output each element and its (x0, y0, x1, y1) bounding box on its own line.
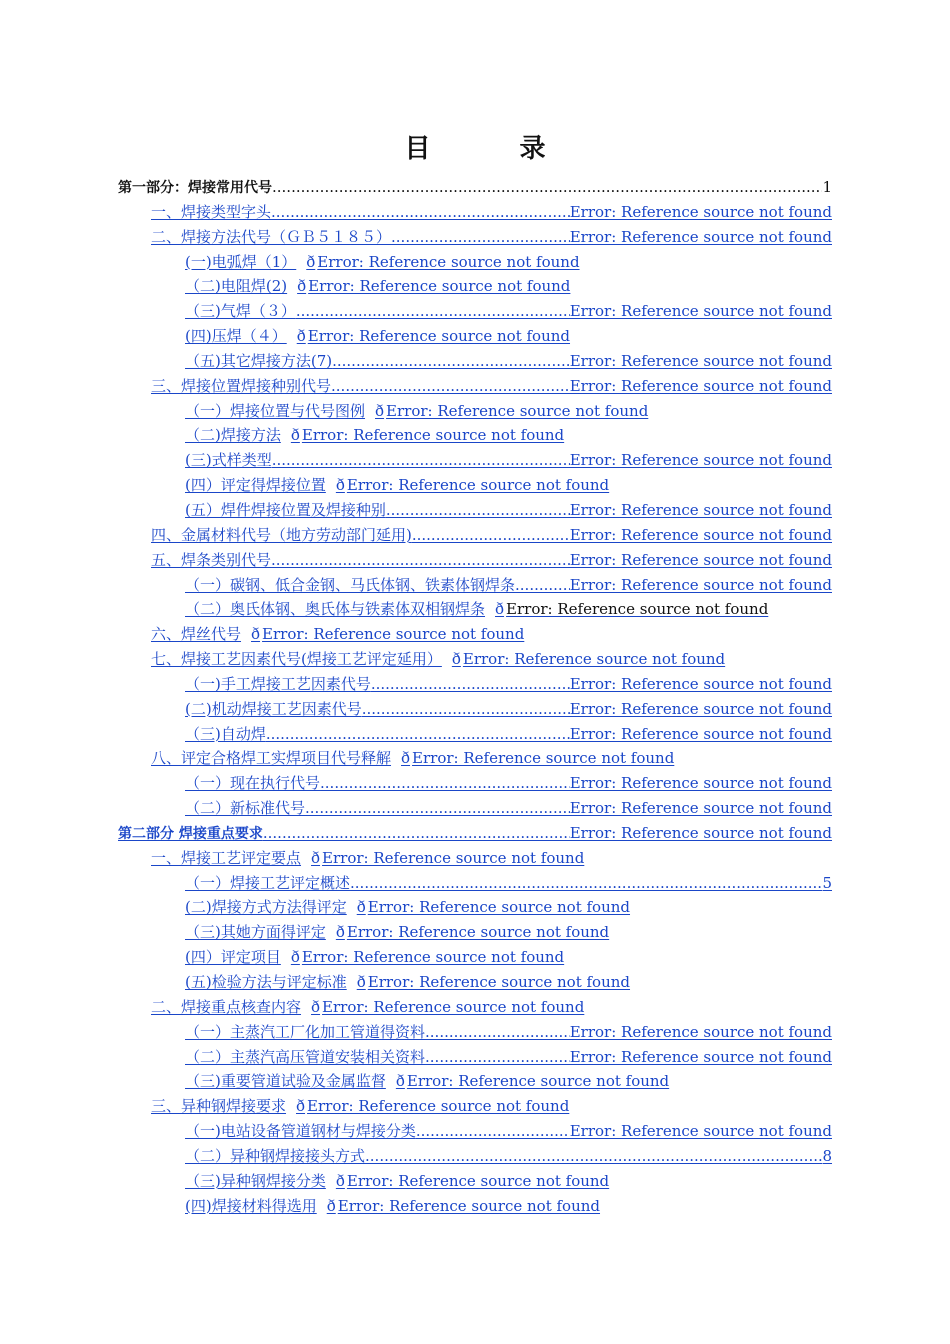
toc-entry[interactable] (0, 1045, 950, 1070)
toc-leader-dots (365, 1144, 822, 1169)
toc-page-number: Error: Reference source not found (569, 550, 832, 569)
toc-entry-link[interactable] (185, 349, 832, 374)
toc-entry-link[interactable] (185, 672, 832, 697)
toc-leader-dots (515, 573, 570, 598)
toc-entry-link[interactable] (151, 746, 674, 771)
toc-entry-link[interactable] (185, 573, 832, 598)
toc-entry-link[interactable] (185, 1119, 832, 1144)
toc-entry-link[interactable] (151, 995, 584, 1020)
toc-entry[interactable] (0, 250, 950, 275)
toc-separator: ð (297, 277, 307, 296)
toc-entry[interactable] (0, 1194, 950, 1219)
toc-page-number: Error: Reference source not found (307, 327, 571, 346)
toc-entry[interactable] (0, 523, 950, 548)
toc-entry[interactable] (0, 1119, 950, 1144)
toc-entry-label: （二）奥氏体钢、奥氏体与铁素体双相钢焊条 (185, 600, 486, 619)
toc-entry-label: 七、焊接工艺因素代号(焊接工艺评定延用） (151, 650, 442, 669)
toc-entry-link[interactable] (185, 423, 564, 448)
toc-entry[interactable] (0, 871, 950, 896)
toc-entry-label: （一）主蒸汽工厂化加工管道得资料 (185, 1022, 426, 1041)
toc-entry-label: 八、评定合格焊工实焊项目代号释解 (151, 749, 392, 768)
toc-title: 目 录 (404, 134, 586, 164)
toc-entry-link[interactable] (185, 895, 630, 920)
toc-entry-label: (四)焊接材料得选用 (185, 1196, 317, 1215)
toc-entry[interactable] (0, 771, 950, 796)
toc-entry[interactable] (0, 920, 950, 945)
toc-page-number: Error: Reference source not found (569, 699, 832, 718)
toc-page-number: Error: Reference source not found (569, 376, 832, 395)
toc-entry[interactable] (0, 548, 950, 573)
toc-entry[interactable] (0, 970, 950, 995)
toc-entry[interactable] (0, 498, 950, 523)
toc-page-number: Error: Reference source not found (301, 948, 565, 967)
toc-entry-label: （一)手工焊接工艺因素代号 (185, 674, 371, 693)
toc-page-number: Error: Reference source not found (569, 351, 832, 370)
toc-page-number: Error: Reference source not found (569, 302, 832, 321)
toc-entry-label: 四、金属材料代号（地方劳动部门延用) (151, 525, 412, 544)
toc-entry-label: （一)电站设备管道钢材与焊接分类 (185, 1122, 416, 1141)
toc-entry-label: (二)机动焊接工艺因素代号 (185, 699, 362, 718)
toc-entry-label: (二)焊接方式方法得评定 (185, 898, 347, 917)
toc-entry[interactable] (0, 995, 950, 1020)
toc-entry[interactable] (0, 672, 950, 697)
toc-entry-label: (五)检验方法与评定标准 (185, 973, 347, 991)
toc-leader-dots (425, 1045, 570, 1070)
toc-entry[interactable] (0, 796, 950, 821)
toc-page-number: Error: Reference source not found (367, 898, 631, 917)
toc-entry-link[interactable] (185, 498, 832, 523)
toc-entry-label: (四）评定得焊接位置 (185, 476, 326, 495)
toc-entry-link[interactable] (151, 1094, 569, 1119)
toc-entry[interactable] (0, 1144, 950, 1169)
toc-page-number: Error: Reference source not found (569, 823, 832, 842)
toc-entry-label: （一）碳钢、低合金钢、马氏体钢、铁素体钢焊条 (185, 575, 516, 594)
toc-page-number: Error: Reference source not found (346, 476, 610, 495)
toc-page-number: Error: Reference source not found (569, 575, 832, 594)
toc-page-number: Error: Reference source not found (386, 401, 649, 420)
toc-page-number: Error: Reference source not found (367, 973, 631, 991)
toc-entry[interactable] (0, 324, 950, 349)
toc-entry-link[interactable] (151, 647, 725, 672)
toc-page-number: Error: Reference source not found (569, 1047, 832, 1066)
toc-page-number: Error: Reference source not found (462, 650, 726, 669)
toc-page-number: Error: Reference source not found (262, 625, 525, 644)
toc-entry[interactable] (0, 448, 950, 473)
toc-entry[interactable] (0, 200, 950, 225)
toc-entry[interactable] (0, 1069, 950, 1094)
toc-entry-link[interactable] (185, 945, 564, 970)
toc-separator: ð (451, 650, 461, 669)
toc-page-number: Error: Reference source not found (337, 1196, 601, 1215)
toc-page-number: Error: Reference source not found (569, 724, 832, 743)
toc-entry-link[interactable] (151, 523, 832, 548)
table-of-contents (0, 175, 950, 1218)
toc-leader-dots (263, 821, 570, 846)
toc-entry-link[interactable] (118, 821, 832, 847)
toc-entry[interactable] (0, 423, 950, 448)
toc-entry[interactable] (0, 821, 950, 846)
toc-entry[interactable] (0, 399, 950, 424)
toc-entry-link[interactable] (185, 473, 609, 498)
toc-entry-label: (三)式样类型 (185, 451, 272, 470)
toc-page-number: Error: Reference source not found (346, 923, 610, 942)
toc-page-number: Error: Reference source not found (569, 525, 832, 544)
toc-page-number: Error: Reference source not found (317, 252, 580, 271)
toc-page-number: Error: Reference source not found (308, 277, 571, 296)
toc-page-number: Error: Reference source not found (569, 227, 832, 246)
toc-entry[interactable] (0, 1020, 950, 1045)
toc-entry-link[interactable] (185, 722, 832, 747)
toc-entry-link[interactable] (185, 796, 832, 821)
toc-page-number: Error: Reference source not found (569, 451, 832, 470)
toc-entry-link[interactable] (185, 597, 768, 622)
toc-page-number: Error: Reference source not found (406, 1072, 670, 1091)
toc-entry-link[interactable] (185, 1069, 669, 1094)
toc-entry-label: （一）焊接工艺评定概述 (185, 873, 351, 892)
toc-entry-label: 一、焊接工艺评定要点 (151, 848, 302, 867)
toc-entry-link[interactable] (151, 548, 832, 573)
toc-entry-label: 第二部分 焊接重点要求 (118, 825, 263, 842)
toc-separator: ð (335, 1171, 345, 1190)
toc-leader-dots (350, 871, 822, 896)
toc-separator: ð (251, 625, 261, 644)
toc-leader-dots (331, 374, 570, 399)
toc-separator: ð (395, 1072, 405, 1091)
toc-entry[interactable] (0, 895, 950, 920)
toc-page-number: Error: Reference source not found (569, 774, 832, 793)
toc-entry[interactable] (0, 697, 950, 722)
toc-entry-label: (一)电弧焊（1） (185, 252, 297, 271)
toc-entry[interactable] (0, 945, 950, 970)
toc-entry-label: 三、焊接位置焊接种别代号 (151, 376, 332, 395)
toc-entry-link[interactable] (151, 200, 832, 225)
toc-page-number: Error: Reference source not found (569, 1022, 832, 1041)
toc-entry[interactable] (0, 225, 950, 250)
toc-entry-link[interactable] (151, 622, 524, 647)
toc-separator: ð (296, 327, 306, 346)
toc-entry[interactable] (0, 274, 950, 299)
toc-entry[interactable] (0, 374, 950, 399)
toc-leader-dots (332, 349, 570, 374)
toc-leader-dots (272, 175, 822, 200)
toc-page-number: Error: Reference source not found (506, 600, 769, 619)
toc-entry-link[interactable] (185, 250, 580, 275)
toc-entry-link[interactable] (118, 175, 832, 201)
toc-entry-link[interactable] (151, 846, 584, 871)
toc-entry-link[interactable] (185, 1144, 832, 1169)
toc-entry-label: （三)自动焊 (185, 724, 266, 743)
toc-leader-dots (271, 200, 570, 225)
toc-separator: ð (356, 973, 366, 991)
toc-entry-label: （三)气焊（３） (185, 302, 296, 321)
toc-separator: ð (296, 1097, 306, 1116)
toc-leader-dots (305, 796, 570, 821)
toc-entry[interactable] (0, 722, 950, 747)
toc-separator: ð (401, 749, 411, 768)
toc-leader-dots (266, 722, 570, 747)
toc-entry-label: （一）焊接位置与代号图例 (185, 401, 366, 420)
toc-leader-dots (386, 498, 570, 523)
toc-entry-link[interactable] (185, 1020, 832, 1045)
toc-entry[interactable] (0, 299, 950, 324)
toc-entry-link[interactable] (185, 274, 570, 299)
toc-entry-link[interactable] (185, 1194, 600, 1219)
toc-separator: ð (356, 898, 366, 917)
toc-page-number: 1 (822, 178, 832, 196)
toc-entry-link[interactable] (185, 920, 609, 945)
toc-entry[interactable] (0, 846, 950, 871)
toc-entry-link[interactable] (185, 448, 832, 473)
toc-leader-dots (371, 672, 570, 697)
toc-entry-label: 六、焊丝代号 (151, 625, 242, 644)
toc-page-number: Error: Reference source not found (346, 1171, 610, 1190)
toc-entry-label: 五、焊条类别代号 (151, 550, 272, 569)
toc-page-number: Error: Reference source not found (307, 1097, 570, 1116)
toc-page-number: Error: Reference source not found (412, 749, 675, 768)
toc-entry-label: （二)焊接方法 (185, 426, 281, 445)
toc-page-number: Error: Reference source not found (301, 426, 565, 445)
toc-entry-label: （三)异种钢焊接分类 (185, 1171, 326, 1190)
toc-separator: ð (335, 923, 345, 942)
toc-separator: ð (495, 600, 505, 619)
toc-leader-dots (412, 523, 570, 548)
toc-leader-dots (416, 1119, 570, 1144)
toc-leader-dots (425, 1020, 570, 1045)
toc-leader-dots (320, 771, 570, 796)
toc-entry-link[interactable] (185, 324, 570, 349)
toc-leader-dots (296, 299, 570, 324)
toc-entry-link[interactable] (185, 970, 630, 995)
toc-entry-label: （三)重要管道试验及金属监督 (185, 1072, 386, 1091)
toc-page-number: 5 (822, 873, 832, 892)
toc-leader-dots (272, 448, 570, 473)
toc-entry-label: （二）主蒸汽高压管道安装相关资料 (185, 1047, 426, 1066)
toc-entry[interactable] (0, 1169, 950, 1194)
toc-entry[interactable] (0, 473, 950, 498)
toc-entry-link[interactable] (185, 399, 648, 424)
toc-entry-label: 第一部分：焊接常用代号 (118, 180, 272, 196)
toc-entry-label: （三)其她方面得评定 (185, 923, 326, 942)
toc-separator: ð (311, 848, 321, 867)
toc-page-number: Error: Reference source not found (569, 674, 832, 693)
toc-entry-label: （五)其它焊接方法(7) (185, 351, 333, 370)
toc-page-number: Error: Reference source not found (322, 997, 585, 1016)
toc-entry-link[interactable] (185, 771, 832, 796)
toc-entry[interactable] (0, 175, 950, 200)
toc-entry-label: （二）异种钢焊接接头方式 (185, 1146, 366, 1165)
toc-separator: ð (326, 1196, 336, 1215)
toc-page-number: Error: Reference source not found (569, 500, 832, 519)
toc-entry-link[interactable] (185, 1045, 832, 1070)
toc-entry[interactable] (0, 1094, 950, 1119)
toc-separator: ð (375, 401, 385, 420)
toc-entry-link[interactable] (185, 299, 832, 324)
toc-separator: ð (335, 476, 345, 495)
toc-page-number: Error: Reference source not found (569, 799, 832, 818)
toc-separator: ð (290, 426, 300, 445)
toc-page-number: Error: Reference source not found (569, 202, 832, 221)
toc-separator: ð (306, 252, 316, 271)
toc-entry[interactable] (0, 349, 950, 374)
toc-entry-label: 二、焊接方法代号（ＧＢ５１８５） (151, 227, 392, 246)
toc-entry-link[interactable] (185, 697, 832, 722)
toc-entry-link[interactable] (185, 1169, 609, 1194)
toc-leader-dots (391, 225, 570, 250)
toc-entry[interactable] (0, 746, 950, 771)
toc-leader-dots (271, 548, 570, 573)
toc-entry[interactable] (0, 622, 950, 647)
toc-entry[interactable] (0, 573, 950, 598)
toc-separator: ð (290, 948, 300, 967)
toc-separator: ð (311, 997, 321, 1016)
toc-entry-label: （二）新标准代号 (185, 799, 306, 818)
toc-page-number: 8 (822, 1146, 832, 1165)
toc-entry-label: 二、焊接重点核查内容 (151, 997, 302, 1016)
toc-entry[interactable] (0, 597, 950, 622)
toc-entry-label: 一、焊接类型字头 (151, 202, 272, 221)
toc-entry-link[interactable] (151, 374, 832, 399)
toc-entry-label: 三、异种钢焊接要求 (151, 1097, 287, 1116)
toc-page-number: Error: Reference source not found (322, 848, 585, 867)
toc-entry-label: （二)电阻焊(2) (185, 277, 288, 296)
toc-entry-label: (四)压焊（４） (185, 327, 287, 346)
toc-entry-link[interactable] (151, 225, 832, 250)
toc-entry-label: （一）现在执行代号 (185, 774, 321, 793)
toc-entry-label: (四）评定项目 (185, 948, 281, 967)
toc-entry-link[interactable] (185, 871, 832, 896)
toc-entry[interactable] (0, 647, 950, 672)
toc-entry-label: (五）焊件焊接位置及焊接种别 (185, 500, 386, 519)
toc-leader-dots (362, 697, 570, 722)
toc-page-number: Error: Reference source not found (569, 1122, 832, 1141)
